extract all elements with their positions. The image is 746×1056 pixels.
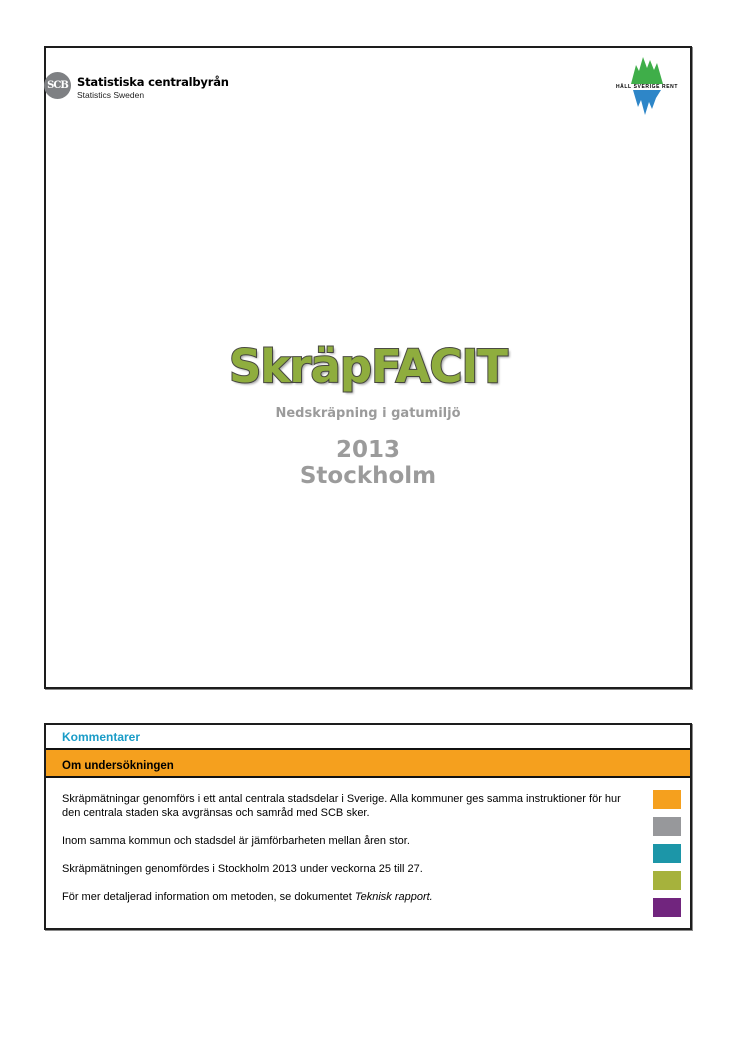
legend-color-purple (653, 898, 681, 917)
comment-paragraph: För mer detaljerad information om metoden, se dokumentet Teknisk rapport. (62, 891, 433, 903)
scb-subtitle: Statistics Sweden (77, 90, 145, 100)
hall-sverige-rent-logo (609, 56, 685, 116)
cover-page (44, 46, 692, 689)
report-year: 2013 (335, 437, 400, 463)
scb-logo-text (77, 72, 229, 100)
legend-color-teal (653, 844, 681, 863)
legend-color-gray (653, 817, 681, 836)
scb-logo-icon: SCB (44, 72, 71, 99)
comment-paragraphs (46, 778, 653, 928)
hsr-trees-icon (629, 56, 665, 84)
section-header: Om undersökningen (46, 748, 690, 778)
comments-title: Kommentarer (62, 730, 141, 744)
document-reference: Teknisk rapport. (354, 891, 433, 903)
scb-logo (44, 72, 229, 100)
report-title: SkräpFACIT (229, 340, 507, 393)
legend-color-green (653, 871, 681, 890)
comment-paragraph: Inom samma kommun och stadsdel är jämförbarheten mellan åren stor. (62, 835, 410, 847)
report-subtitle: Nedskräpning i gatumiljö (275, 406, 461, 421)
legend-color-orange (653, 790, 681, 809)
scb-name: Statistiska centralbyrån (77, 75, 229, 89)
color-legend (653, 790, 681, 928)
comments-section (44, 723, 692, 930)
hsr-reflection-icon (631, 90, 663, 116)
comments-body (46, 778, 690, 928)
comment-paragraph: Skräpmätningar genomförs i ett antal centrala stadsdelar i Sverige. Alla kommuner ges samma instruktioner för hur den centrala staden ska avgränsas och samråd med SCB sker. (62, 793, 621, 819)
comment-paragraph: Skräpmätningen genomfördes i Stockholm 2013 under veckorna 25 till 27. (62, 863, 423, 875)
title-block (46, 340, 690, 489)
report-city: Stockholm (299, 463, 437, 489)
hsr-logo-label: HÅLL SVERIGE RENT (615, 84, 679, 90)
